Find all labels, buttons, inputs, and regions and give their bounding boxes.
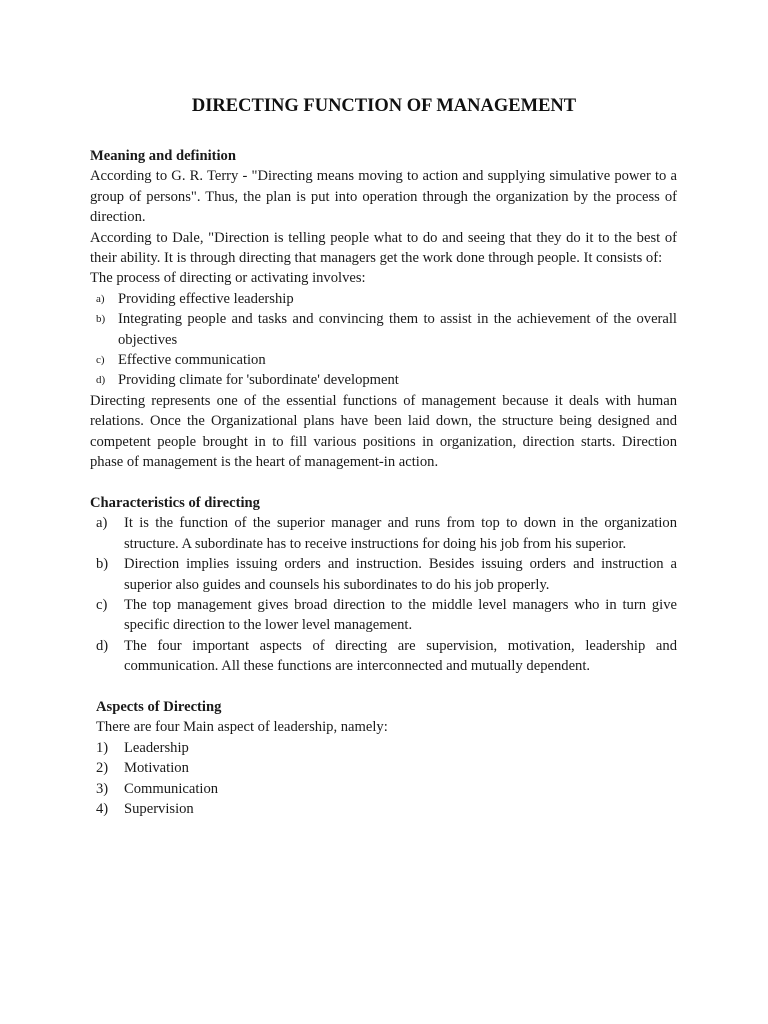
meaning-paragraph-human-relations: Directing represents one of the essential functions of management because it deals with human relations. Once the Organizational plans have been laid down, the structure being designed and competent people brought in to fill various positions in organization, direction starts. Direction phase of management is the heart of management-in action.: [90, 392, 677, 471]
list-item: [90, 289, 677, 309]
characteristics-heading: Characteristics of directing: [90, 494, 260, 511]
list-marker: a): [96, 292, 105, 305]
list-marker: 3): [96, 780, 109, 797]
list-item: [90, 350, 677, 370]
list-item: [90, 738, 677, 758]
meaning-heading: Meaning and definition: [90, 148, 236, 164]
section-characteristics: [90, 493, 677, 677]
meaning-paragraph-dale: According to Dale, "Direction is telling people what to do and seeing that they do it to the best of their ability. It is through directing that managers get the work done through people. It consists of:: [90, 229, 677, 267]
list-marker: 4): [96, 800, 109, 817]
aspects-heading: Aspects of Directing: [96, 698, 222, 715]
list-item-text: The four important aspects of directing are supervision, motivation, leadership and communication. All these functions are interconnected and mutually dependent.: [124, 637, 677, 675]
list-item: [90, 799, 677, 819]
list-item: [90, 595, 677, 636]
list-marker: b): [96, 313, 106, 326]
document-body: [90, 146, 677, 840]
list-item-text: It is the function of the superior manager and runs from top to down in the organization structure. A subordinate has to receive instructions for doing his job from his superior.: [124, 515, 677, 552]
list-item: [90, 370, 677, 390]
list-item-text: The top management gives broad direction to the middle level managers who in turn give specific direction to the lower level management.: [124, 596, 677, 634]
list-marker: 1): [96, 739, 109, 756]
aspects-intro: There are four Main aspect of leadership, namely:: [96, 719, 388, 736]
list-marker: d): [96, 637, 109, 654]
list-marker: d): [96, 374, 106, 387]
list-item-text: Providing climate for 'subordinate' development: [118, 372, 399, 389]
list-item: [90, 758, 677, 778]
list-item-text: Providing effective leadership: [118, 290, 294, 307]
list-item: [90, 513, 677, 554]
section-aspects: [90, 697, 677, 819]
list-item: [90, 636, 677, 677]
list-item-text: Integrating people and tasks and convincing them to assist in the achievement of the overall objectives: [118, 311, 677, 348]
list-item-text: Supervision: [124, 800, 194, 817]
list-marker: 2): [96, 760, 109, 777]
list-item: [90, 309, 677, 350]
list-item-text: Motivation: [124, 760, 189, 777]
list-item-text: Leadership: [124, 739, 189, 756]
list-marker: c): [96, 354, 105, 367]
document-title: DIRECTING FUNCTION OF MANAGEMENT: [191, 96, 577, 116]
list-item: [90, 779, 677, 799]
process-list: [90, 289, 677, 391]
list-marker: b): [96, 556, 109, 573]
list-marker: a): [96, 515, 108, 532]
list-item-text: Effective communication: [118, 352, 266, 369]
meaning-paragraph-process: The process of directing or activating involves:: [90, 270, 366, 287]
list-marker: c): [96, 596, 108, 613]
section-meaning: [90, 146, 677, 473]
aspects-list: [90, 738, 677, 820]
meaning-paragraph-terry: According to G. R. Terry - "Directing means moving to action and supplying simulative power to a group of persons". Thus, the plan is put into operation through the organization by the process of direction.: [90, 168, 677, 226]
characteristics-list: [90, 513, 677, 676]
list-item: [90, 554, 677, 595]
list-item-text: Communication: [124, 780, 219, 797]
list-item-text: Direction implies issuing orders and instruction. Besides issuing orders and instruction a superior also guides and counsels his subordinates to do his job properly.: [124, 556, 677, 593]
